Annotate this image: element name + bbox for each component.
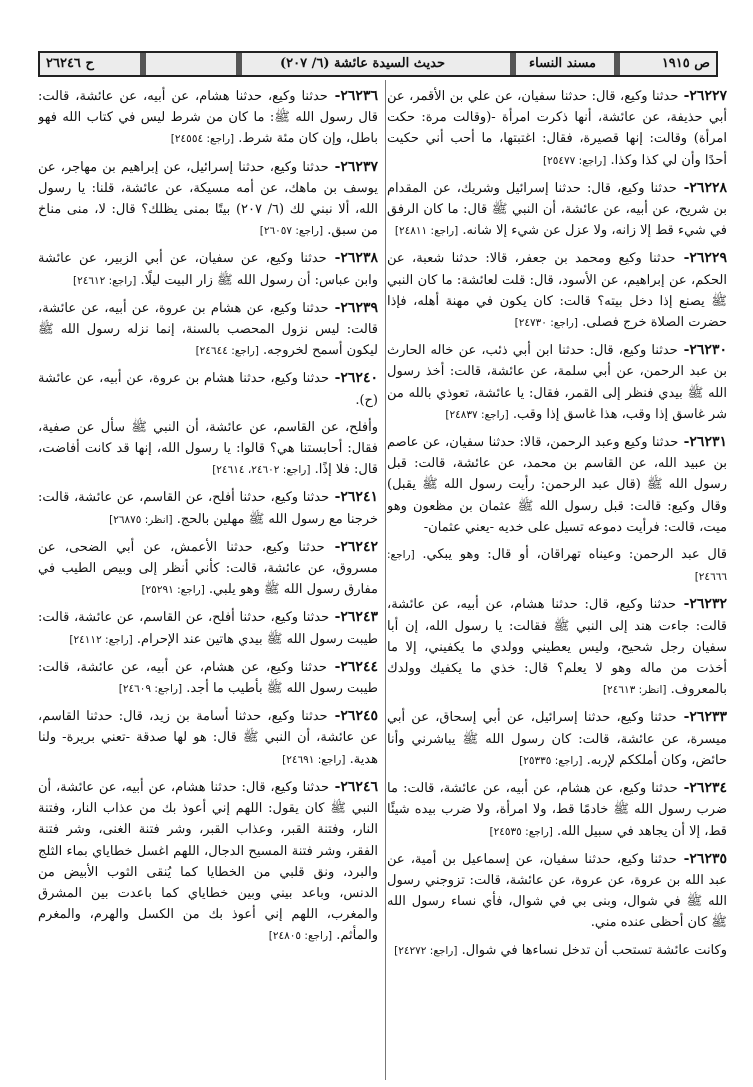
hadith-number: ٢٦٢٣٨- bbox=[326, 250, 378, 267]
cross-reference: [راجع: ٢٤٨٣٧] bbox=[445, 408, 509, 421]
hadith-text: حدثنا وكيع، عن هشام بن عروة، عن أبيه، عن عائشة، قالت: ليس نزول المحصب بالسنة، إنما نزله رسول الله ﷺ ليكون أسمح لخروجه. bbox=[38, 300, 378, 359]
hadith-entry bbox=[38, 537, 378, 602]
cross-reference: [راجع: ٢٤٦٦٦] bbox=[387, 549, 727, 584]
cross-reference: [انظر: ٢٤٦١٣] bbox=[602, 684, 667, 697]
hadith-text: وكانت عائشة تستحب أن تدخل نساءها في شوال. bbox=[457, 942, 727, 958]
hadith-text: حدثنا وكيع، حدثنا أفلح، عن القاسم، عن عائشة، قالت: خرجنا مع رسول الله ﷺ مهلين بالحج. bbox=[38, 490, 378, 527]
hadith-number: ٢٦٢٤١- bbox=[329, 489, 378, 506]
hadith-entry bbox=[387, 86, 727, 172]
hadith-text: حدثنا وكيع، قال: حدثنا إسرائيل وشريك، عن المقدام بن شريح، عن أبيه، عن عائشة، أن النبي ﷺ قال: ما كان الرفق في شيء قط إلا زانه، ولا عزل عن شيء إلا شانه. bbox=[387, 180, 727, 239]
column-divider bbox=[385, 80, 386, 1080]
header-separator bbox=[236, 53, 242, 75]
hadith-number: ٢٦٢٢٨- bbox=[676, 179, 727, 196]
hadith-entry bbox=[38, 487, 378, 530]
hadith-entry bbox=[387, 178, 727, 243]
cross-reference: [راجع: ٢٤٦٩١] bbox=[282, 753, 346, 766]
hadith-entry bbox=[387, 544, 727, 588]
cross-reference: [انظر: ٢٦٨٧٥] bbox=[109, 513, 173, 526]
hadith-number: ٢٦٢٤٥- bbox=[327, 708, 378, 725]
hadith-text: حدثنا وكيع، قال: حدثنا هشام، عن أبيه، عن عائشة، قالت: جاءت هند إلى النبي ﷺ فقالت: يا رسول الله، إن أبا سفيان رجل شحيح، وليس يعطيني وولدي ما يكفيني، إلا ما أخذت من ماله وهو لا يعلم؟ قال: خذي ما يكفيك وولدك بالمعروف. bbox=[387, 597, 727, 698]
header-separator bbox=[140, 53, 146, 75]
hadith-text: حدثنا وكيع، حدثنا إسرائيل، عن إبراهيم بن مهاجر، عن يوسف بن ماهك، عن أمه مسيكة، عن عائشة، قلنا: يا رسول الله، ألا نبني لك (٦/ ٢٠٧) بيتًا بمنى يظلك؟ قال: لا، منى مناخ من سبق. bbox=[38, 159, 378, 239]
hadith-number: ٢٦٢٣١- bbox=[678, 434, 727, 451]
cross-reference: [راجع: ٢٤٥٣٥] bbox=[489, 825, 553, 838]
page-header bbox=[38, 51, 718, 77]
hadith-number: ٢٦٢٤٣- bbox=[329, 609, 378, 626]
hadith-text: حدثنا وكيع، حدثنا سفيان، عن إسماعيل بن أمية، عن عبد الله بن عروة، عن عروة، عن عائشة، قالت: تزوجني رسول الله ﷺ في شوال، وبنى بي في شوال، فأي نساء رسول الله ﷺ كان أحظى عنده مني. bbox=[387, 851, 727, 931]
hadith-entry bbox=[38, 657, 378, 700]
hadith-entry bbox=[38, 417, 378, 482]
hadith-text: حدثنا وكيع، حدثنا الأعمش، عن أبي الضحى، عن مسروق، عن عائشة، قالت: كأني أنظر إلى وبيص الطيب في مفارق رسول الله ﷺ وهو يلبي. bbox=[38, 539, 378, 598]
hadith-text: حدثنا وكيع ومحمد بن جعفر، قالا: حدثنا شعبة، عن الحكم، عن إبراهيم، عن الأسود، قال: قلت لعائشة: ما كان النبي ﷺ يصنع إذا دخل بيته؟ قالت: كان يكون في مهنة أهله، فإذا حضرت الصلاة خرج فصلى. bbox=[387, 251, 727, 331]
book-title: مسند النساء bbox=[529, 56, 596, 71]
hadith-text: حدثنا وكيع، حدثنا أسامة بن زيد، قال: حدثنا القاسم، عن عائشة، أن النبي ﷺ قال: هو لها صدقة -تعني بريرة- ولنا هدية. bbox=[38, 709, 378, 767]
hadith-text: حدثنا وكيع وعبد الرحمن، قالا: حدثنا سفيان، عن عاصم بن عبيد الله، عن القاسم بن محمد، عن عائشة، قالت: قبل رسول الله ﷺ (قال عبد الرحمن: رأيت رسول الله ﷺ يقبل) وقال وكيع: قالت: قبل رسول الله ﷺ عثمان بن مظعون وهو ميت، قالت: فرأيت دموعه تسيل على خديه -يعني عثمان- bbox=[387, 435, 727, 535]
header-separator bbox=[614, 53, 620, 75]
hadith-entry bbox=[387, 594, 727, 701]
hadith-number: ٢٦٢٣٧- bbox=[328, 158, 378, 175]
hadith-entry bbox=[38, 368, 378, 410]
hadith-number: ٢٦٢٤٢- bbox=[324, 538, 378, 555]
cross-reference: [راجع: ٢٤٦٠٩] bbox=[118, 683, 183, 696]
hadith-text: حدثنا وكيع، عن سفيان، عن أبي الزبير، عن عائشة وابن عباس: أن رسول الله ﷺ زار البيت ليلًا. bbox=[38, 251, 378, 288]
cross-reference: [راجع: ٢٥٣٣٥] bbox=[519, 754, 583, 767]
hadith-text: حدثنا وكيع، قال: حدثنا هشام، عن أبيه، عن عائشة، أن النبي ﷺ كان يقول: اللهم إني أعوذ بك من عذاب النار، وفتنة النار، وفتنة القبر، وعذاب القبر، وشر فتنة الغنى، وشر فتنة الفقر، وشر فتنة المسيح الدجال، اللهم اغسل خطاياي بماء الثلج والبرد، ونق قلبي من الخطايا كما يُنقى الثوب الأبيض من الدنس، وباعد بيني وبين خطاياي كما باعدت بين المشرق والمغرب، اللهم إني أعوذ بك من الكسل والهرم، والمغرم والمأثم. bbox=[38, 779, 378, 944]
hadith-entry bbox=[38, 607, 378, 650]
hadith-entry bbox=[38, 298, 378, 363]
cross-reference: [راجع: ٢٥٢٩١] bbox=[141, 584, 205, 597]
hadith-entry bbox=[38, 706, 378, 771]
hadith-entry bbox=[387, 432, 727, 538]
hadith-entry bbox=[387, 707, 727, 772]
hadith-entry bbox=[38, 777, 378, 948]
hadith-entry bbox=[387, 940, 727, 962]
cross-reference: [راجع: ٢٦٠٥٧] bbox=[259, 225, 324, 238]
hadith-text: وأفلح، عن القاسم، عن عائشة، أن النبي ﷺ سأل عن صفية، فقال: أحابستنا هي؟ قالوا: يا رسول الله، إنها قد كانت أفاضت، قال: فلا إذًا. bbox=[38, 419, 378, 478]
hadith-number: ٢٦٢٢٩- bbox=[675, 250, 727, 267]
hadith-number: ٢٦٢٣٢- bbox=[676, 596, 727, 613]
hadith-number: ٢٦٢٣٥- bbox=[676, 850, 727, 867]
cross-reference: [راجع: ٢٤٦٠٢، ٢٤٦١٤] bbox=[212, 464, 311, 477]
hadith-entry bbox=[387, 340, 727, 426]
hadith-number: ٢٦٢٣٩- bbox=[328, 299, 378, 316]
hadith-number: ٢٦٢٤٠- bbox=[329, 370, 378, 387]
hadith-entry bbox=[38, 248, 378, 291]
right-column bbox=[387, 86, 727, 1076]
hadith-number: ٢٦٢٣٠- bbox=[677, 342, 727, 359]
hadith-range: ح ٢٦٢٤٦ bbox=[46, 56, 94, 71]
hadith-entry bbox=[38, 86, 378, 151]
hadith-entry bbox=[38, 157, 378, 243]
hadith-text: حدثنا وكيع، عن هشام، عن أبيه، عن عائشة، قالت: طيبت رسول الله ﷺ بأطيب ما أجد. bbox=[38, 659, 378, 697]
hadith-entry bbox=[387, 248, 727, 334]
header-separator bbox=[510, 53, 516, 75]
cross-reference: [راجع: ٢٥٤٧٧] bbox=[543, 154, 607, 167]
hadith-text: حدثنا وكيع، حدثنا هشام بن عروة، عن أبيه، عن عائشة (ح). bbox=[38, 371, 378, 408]
cross-reference: [راجع: ٢٤٨١١] bbox=[394, 225, 459, 238]
left-column bbox=[38, 86, 378, 1076]
cross-reference: [راجع: ٢٤٥٥٤] bbox=[170, 133, 235, 146]
hadith-entry bbox=[387, 849, 727, 934]
cross-reference: [راجع: ٢٤٦١٢] bbox=[72, 274, 137, 287]
hadith-number: ٢٦٢٤٦- bbox=[329, 778, 378, 795]
hadith-number: ٢٦٢٢٧- bbox=[678, 88, 727, 104]
hadith-text: حدثنا وكيع، قال: حدثنا ابن أبي ذئب، عن خاله الحارث بن عبد الرحمن، عن أبي سلمة، عن عائشة، قالت: أخذ رسول الله ﷺ بيدي فنظر إلى القمر، فقال: يا عائشة، تعوذي بالله من شر غاسق إذا وقب، هذا غاسق إذا وقب. bbox=[387, 343, 727, 422]
cross-reference: [راجع: ٢٤١١٢] bbox=[69, 633, 133, 646]
cross-reference: [راجع: ٢٤٢٧٢] bbox=[394, 944, 458, 957]
hadith-entry bbox=[387, 778, 727, 843]
cross-reference: [راجع: ٢٤٨٠٥] bbox=[268, 930, 333, 943]
hadith-text: حدثنا وكيع، حدثنا هشام، عن أبيه، عن عائشة، قالت: قال رسول الله ﷺ: ما كان من شرط ليس في كتاب الله فهو باطل، وإن كان مئة شرط. bbox=[38, 89, 378, 147]
hadith-text: حدثنا وكيع، قال: حدثنا سفيان، عن علي بن الأقمر، عن أبي حذيفة، عن عائشة، أنها ذكرت امرأة -(وقالت مرة: حكت امرأة) وقالت: إنها قصيرة، فقال: اغتبتها، ما أحب أني حكيت أحدًا وأن لي كذا وكذا. bbox=[387, 89, 727, 168]
page-number: ص ١٩١٥ bbox=[661, 56, 710, 71]
hadith-text: قال عبد الرحمن: وعيناه تهراقان، أو قال: وهو يبكي. bbox=[414, 547, 727, 563]
hadith-text: حدثنا وكيع، عن هشام، عن أبيه، عن عائشة، قالت: ما ضرب رسول الله ﷺ خادمًا قط، ولا امرأة، ولا ضرب بيده شيئًا قط، إلا أن يجاهد في سبيل الله. bbox=[387, 781, 727, 839]
hadith-number: ٢٦٢٣٦- bbox=[327, 88, 378, 104]
hadith-number: ٢٦٢٣٣- bbox=[676, 709, 727, 726]
section-title: حديث السيدة عائشة (٦/ ٢٠٧) bbox=[280, 56, 445, 71]
hadith-number: ٢٦٢٤٤- bbox=[326, 658, 378, 675]
hadith-number: ٢٦٢٣٤- bbox=[677, 780, 727, 797]
hadith-text: حدثنا وكيع، حدثنا أفلح، عن القاسم، عن عائشة، قالت: طيبت رسول الله ﷺ بيدي هاتين عند الإحرام. bbox=[38, 610, 378, 647]
hadith-text: حدثنا وكيع، حدثنا إسرائيل، عن أبي إسحاق، عن أبي ميسرة، عن عائشة، قالت: كان رسول الله ﷺ يباشرني وأنا حائض، وكان أملككم لإربه. bbox=[387, 710, 727, 768]
cross-reference: [راجع: ٢٤٧٣٠] bbox=[514, 317, 578, 330]
cross-reference: [راجع: ٢٤٦٤٤] bbox=[195, 345, 259, 358]
